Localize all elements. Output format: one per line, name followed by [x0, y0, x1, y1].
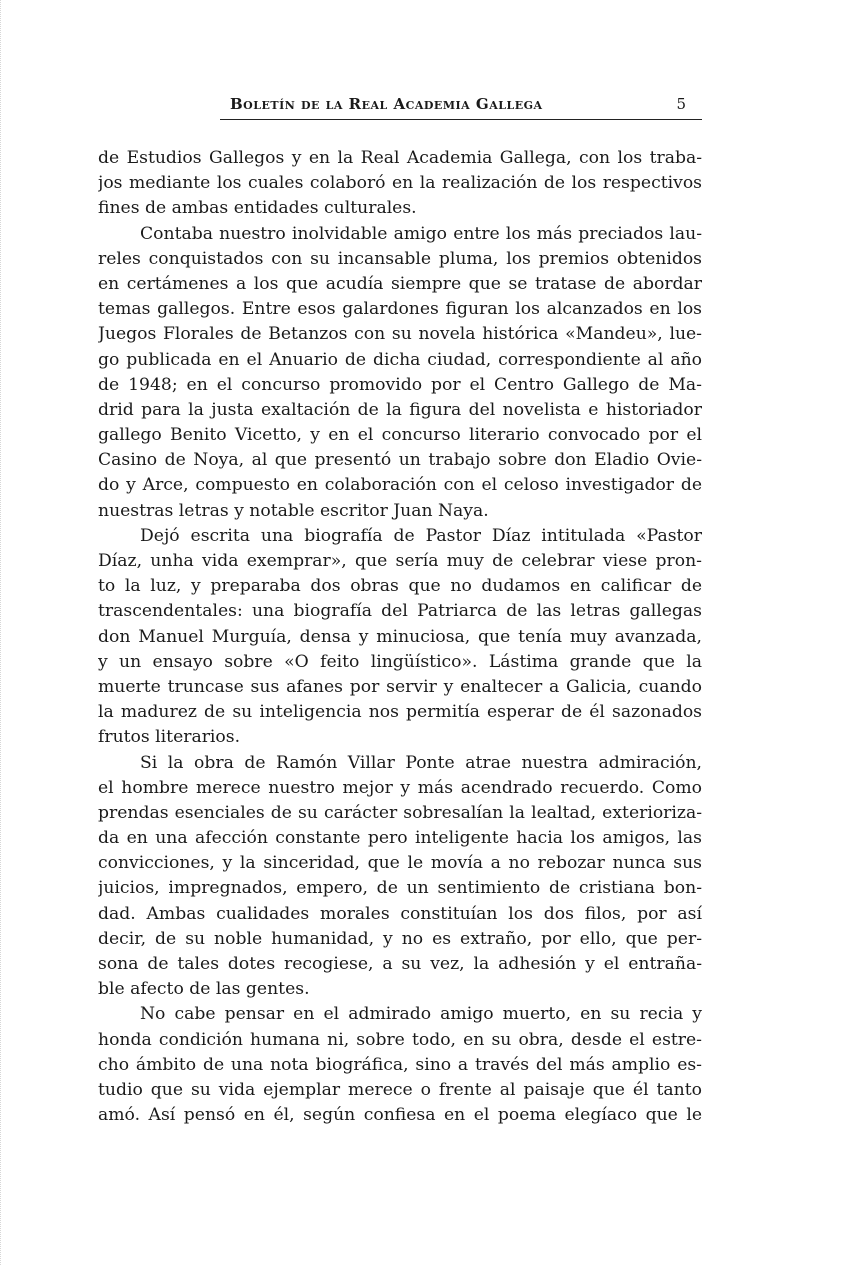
- text-line: Contaba nuestro inolvidable amigo entre los más preciados lau-: [140, 223, 702, 244]
- text-line: Casino de Noya, al que presentó un trabajo sobre don Eladio Ovie-: [98, 450, 702, 471]
- text-line: don Manuel Murguía, densa y minuciosa, que tenía muy avanzada,: [98, 626, 702, 647]
- text-line: reles conquistados con su incansable pluma, los premios obtenidos: [98, 248, 702, 269]
- running-header: [220, 95, 702, 120]
- text-line: Dejó escrita una biografía de Pastor Díaz intitulada «Pastor: [140, 525, 702, 546]
- text-line: prendas esenciales de su carácter sobresalían la lealtad, exterioriza-: [98, 802, 702, 823]
- text-line: juicios, impregnados, empero, de un sentimiento de cristiana bon-: [98, 878, 702, 899]
- text-line: el hombre merece nuestro mejor y más acendrado recuerdo. Como: [98, 777, 702, 798]
- text-line: sona de tales dotes recogiese, a su vez, la adhesión y el entraña-: [98, 954, 702, 974]
- text-line: tudio que su vida ejemplar merece o frente al paisaje que él tanto: [98, 1079, 702, 1100]
- text-line: decir, de su noble humanidad, y no es extraño, por ello, que per-: [98, 928, 702, 949]
- text-line: y un ensayo sobre «O feito lingüístico». Lástima grande que la: [98, 651, 702, 672]
- text-line: frutos literarios.: [98, 727, 241, 748]
- text-line: honda condición humana ni, sobre todo, en su obra, desde el estre-: [98, 1029, 702, 1050]
- text-line: temas gallegos. Entre esos galardones figuran los alcanzados en los: [98, 299, 702, 320]
- page-edge: [0, 0, 9, 1265]
- text-line: convicciones, y la sinceridad, que le movía a no rebozar nunca sus: [98, 853, 702, 874]
- body-text: [98, 146, 702, 1128]
- text-line: gallego Benito Vicetto, y en el concurso literario convocado por el: [98, 425, 702, 446]
- text-line: amó. Así pensó en él, según confiesa en el poema elegíaco que le: [98, 1105, 702, 1126]
- text-line: de 1948; en el concurso promovido por el Centro Gallego de Ma-: [98, 374, 702, 395]
- text-line: nuestras letras y notable escritor Juan Naya.: [98, 500, 489, 521]
- text-line: to la luz, y preparaba dos obras que no dudamos en calificar de: [98, 576, 702, 597]
- text-line: cho ámbito de una nota biográfica, sino a través del más amplio es-: [98, 1054, 702, 1075]
- text-line: go publicada en el Anuario de dicha ciudad, correspondiente al año: [98, 349, 702, 370]
- header-title: Boletín de la Real Academia Gallega: [230, 95, 543, 113]
- text-line: trascendentales: una biografía del Patriarca de las letras gallegas: [98, 601, 702, 622]
- text-line: Si la obra de Ramón Villar Ponte atrae nuestra admiración,: [140, 752, 702, 773]
- text-line: Díaz, unha vida exemprar», que sería muy de celebrar viese pron-: [98, 551, 702, 571]
- text-line: de Estudios Gallegos y en la Real Academia Gallega, con los traba-: [98, 148, 702, 168]
- text-line: ble afecto de las gentes.: [98, 979, 310, 1000]
- text-line: do y Arce, compuesto en colaboración con el celoso investigador de: [98, 475, 702, 496]
- text-line: jos mediante los cuales colaboró en la realización de los respectivos: [98, 173, 702, 194]
- text-line: en certámenes a los que acudía siempre que se tratase de abordar: [98, 273, 702, 294]
- text-line: da en una afección constante pero inteligente hacia los amigos, las: [98, 828, 702, 849]
- text-line: drid para la justa exaltación de la figura del novelista e historiador: [98, 399, 702, 420]
- page-number: 5: [676, 95, 686, 113]
- text-line: dad. Ambas cualidades morales constituían los dos filos, por así: [98, 903, 702, 924]
- text-line: muerte truncase sus afanes por servir y enaltecer a Galicia, cuando: [98, 676, 702, 697]
- text-line: la madurez de su inteligencia nos permitía esperar de él sazonados: [98, 702, 702, 723]
- text-line: fines de ambas entidades culturales.: [98, 198, 417, 219]
- text-line: Juegos Florales de Betanzos con su novela histórica «Mandeu», lue-: [98, 324, 702, 345]
- text-line: No cabe pensar en el admirado amigo muerto, en su recia y: [140, 1004, 702, 1025]
